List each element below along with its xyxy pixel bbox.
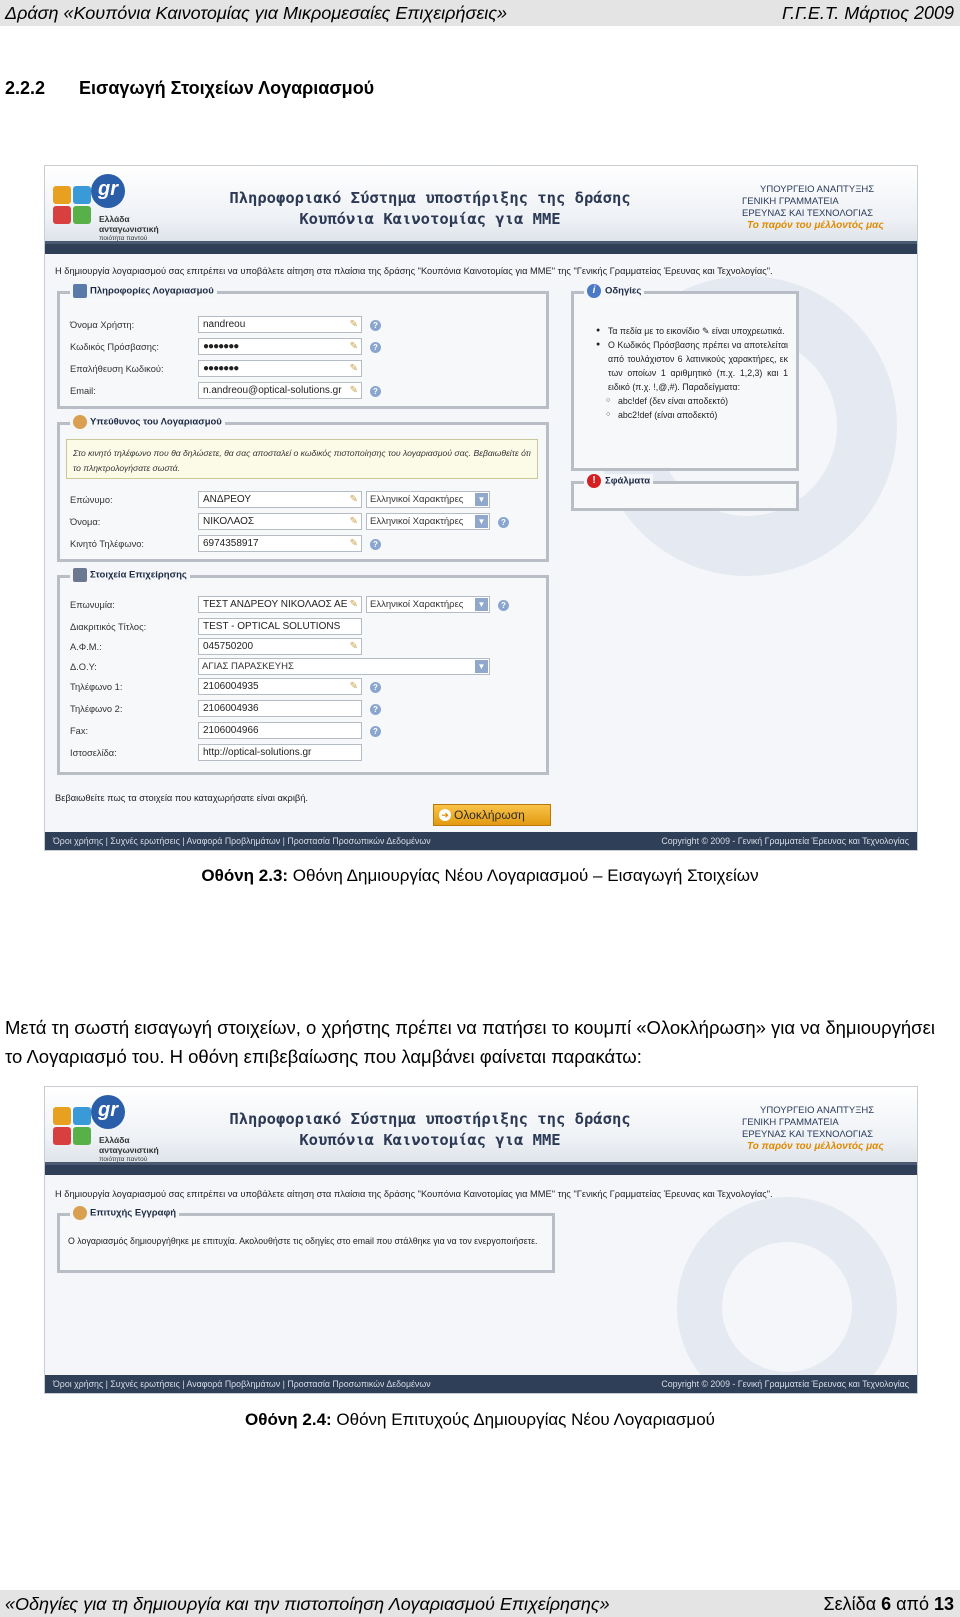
required-pencil-icon: ✎ (349, 641, 358, 652)
required-pencil-icon: ✎ (349, 681, 358, 692)
ministry-slogan: Το παρόν του μέλλοντός μας (747, 220, 884, 231)
success-legend: Επιτυχής Εγγραφή (70, 1206, 179, 1220)
phone2-input[interactable]: 2106004936 (198, 700, 362, 717)
complete-button[interactable]: ➜ Ολοκλήρωση (433, 804, 551, 826)
caption-label: Οθόνη 2.3: (201, 866, 289, 885)
chevron-down-icon: ▼ (475, 660, 488, 673)
caption-screen-2-3 (0, 866, 960, 886)
chevron-down-icon: ▼ (475, 493, 488, 506)
instruction-example: ○ abc!def (δεν είναι αποδεκτό) (596, 394, 788, 408)
screenshot-success (44, 1086, 918, 1394)
website-input[interactable]: http://optical-solutions.gr (198, 744, 362, 761)
intro-text: Η δημιουργία λογαριασμού σας επιτρέπει να υποβάλετε αίτηση στα πλαίσια της δράσης "Κουπόνια Καινοτομίας για ΜΜΕ" της "Γενικής Γραμματείας Έρευνας και Τεχνολογίας". (55, 266, 773, 276)
ministry-logo (742, 1105, 907, 1153)
footer-copyright: Copyright © 2009 - Γενική Γραμματεία Έρευνας και Τεχνολογίας (661, 836, 909, 846)
required-pencil-icon: ✎ (349, 385, 358, 396)
section-number: 2.2.2 (5, 78, 46, 98)
errors-legend: ! Σφάλματα (584, 474, 653, 488)
system-title-line2: Κουπόνια Καινοτομίας για ΜΜΕ (299, 210, 561, 228)
user-account-icon (73, 284, 87, 298)
verify-text: Βεβαιωθείτε πως τα στοιχεία που καταχωρήσατε είναι ακριβή. (55, 793, 309, 803)
name-charset-select[interactable]: Ελληνικοί Χαρακτήρες ▼ (366, 513, 490, 530)
trade-name-input[interactable]: TEST - OPTICAL SOLUTIONS (198, 618, 362, 635)
page-number: Σελίδα 6 από 13 (823, 1594, 954, 1614)
afm-input[interactable]: 045750200 ✎ (198, 638, 362, 655)
company-legend: Στοιχεία Επιχείρησης (70, 568, 190, 582)
mobile-input[interactable]: 6974358917 ✎ (198, 535, 362, 552)
chevron-down-icon: ▼ (475, 598, 488, 611)
site-footer (45, 832, 917, 850)
ministry-line2: ΓΕΝΙΚΗ ΓΡΑΜΜΑΤΕΙΑ (742, 1117, 839, 1128)
instructions-panel (571, 285, 799, 471)
background-watermark (437, 1177, 917, 1377)
fax-input[interactable]: 2106004966 (198, 722, 362, 739)
required-pencil-icon: ✎ (349, 319, 358, 330)
instruction-item: ● Τα πεδία με το εικονίδιο ✎ είναι υποχρεωτικά. (596, 324, 788, 338)
caption-text: Οθόνη Επιτυχούς Δημιουργίας Νέου Λογαριασμού (331, 1410, 715, 1429)
responsible-legend: Υπεύθυνος του Λογαριασμού (70, 415, 225, 429)
confirm-password-input[interactable]: ●●●●●●● ✎ (198, 360, 362, 377)
instruction-item: ● Ο Κωδικός Πρόσβασης πρέπει να αποτελείται από τουλάχιστον 6 λατινικούς χαρακτήρες, εκ των οποίων 1 αριθμητικό (π.χ. 1,2,3) και 1 ειδικό (π.χ. !,@,#). Παραδείγματα: (596, 338, 788, 394)
footer-links[interactable]: Όροι χρήσης | Συχνές ερωτήσεις | Αναφορά Προβλημάτων | Προστασία Προσωπικών Δεδομένων (53, 836, 431, 846)
document-header (0, 0, 960, 26)
body-paragraph: Μετά τη σωστή εισαγωγή στοιχείων, ο χρήστης πρέπει να πατήσει το κουμπί «Ολοκλήρωση» για να δημιουργήσει το Λογαριασμό του. Η οθόνη επιβεβαίωσης που λαμβάνει φαίνεται παρακάτω: (5, 1017, 935, 1067)
header-left-text: Δράση «Κουπόνια Καινοτομίας για Μικρομεσαίες Επιχειρήσεις» (5, 3, 507, 23)
required-pencil-icon: ✎ (349, 494, 358, 505)
help-icon[interactable]: ? (370, 342, 381, 353)
document-footer (0, 1590, 960, 1617)
help-icon[interactable]: ? (370, 386, 381, 397)
account-info-panel: Πληροφορίες Λογαριασμού Όνομα Χρήστη: nandreou ✎ ? Κωδικός Πρόσβασης: ●●●●●●● ✎ ? Επαλήθευση Κωδικού: ●●●●●●● ✎ Email: n.andreou@optical-solutions.gr ✎ ? (57, 291, 549, 409)
logo-sub-2: ανταγωνιστική (99, 1145, 159, 1155)
help-icon[interactable]: ? (370, 320, 381, 331)
instructions-legend: i Οδηγίες (584, 284, 644, 298)
footer-copyright: Copyright © 2009 - Γενική Γραμματεία Έρευνας και Τεχνολογίας (661, 1379, 909, 1389)
surname-input[interactable]: ΑΝΔΡΕΟΥ ✎ (198, 491, 362, 508)
help-icon[interactable]: ? (370, 539, 381, 550)
site-logo (51, 1095, 161, 1163)
intro-text: Η δημιουργία λογαριασμού σας επιτρέπει να υποβάλετε αίτηση στα πλαίσια της δράσης "Κουπόνια Καινοτομίας για ΜΜΕ" της "Γενικής Γραμματείας Έρευνας και Τεχνολογίας". (55, 1189, 773, 1199)
site-footer (45, 1375, 917, 1393)
system-title-line2: Κουπόνια Καινοτομίας για ΜΜΕ (299, 1131, 561, 1149)
system-title-line1: Πληροφοριακό Σύστημα υποστήριξης της δράσης (229, 189, 631, 207)
caption-screen-2-4 (0, 1410, 960, 1430)
section-title-text: Εισαγωγή Στοιχείων Λογαριασμού (79, 78, 375, 98)
system-title (190, 188, 670, 230)
username-input[interactable]: nandreou ✎ (198, 316, 362, 333)
footer-left-text: «Οδηγίες για τη δημιουργία και την πιστοποίηση Λογαριασμού Επιχείρησης» (5, 1594, 610, 1614)
user-icon (73, 1206, 87, 1220)
errors-panel (571, 475, 799, 511)
logo-sub-3: ποιότητα παντού (99, 1156, 148, 1163)
required-pencil-icon: ✎ (349, 599, 358, 610)
doy-select[interactable]: ΑΓΙΑΣ ΠΑΡΑΣΚΕΥΗΣ ▼ (198, 658, 490, 675)
responsible-panel: Υπεύθυνος του Λογαριασμού Στο κινητό τηλέφωνο που θα δηλώσετε, θα σας αποσταλεί ο κωδικός πιστοποίησης του λογαριασμού σας. Βεβαιωθείτε ότι το πληκτρολογήσατε σωστά. Επώνυμο: ΑΝΔΡΕΟΥ ✎ Ελληνικοί Χαρακτήρες ▼ Όνομα: ΝΙΚΟΛΑΟΣ ✎ Ελληνικοί Χαρακτήρες ▼ ? Κινητό Τηλέφωνο: 6974358917 ✎ ? (57, 422, 549, 562)
help-icon[interactable]: ? (370, 682, 381, 693)
ministry-logo (742, 184, 907, 232)
mobile-note: Στο κινητό τηλέφωνο που θα δηλώσετε, θα σας αποσταλεί ο κωδικός πιστοποίησης του λογαριασμού σας. Βεβαιωθείτε ότι το πληκτρολογήσατε σωστά. (66, 439, 538, 479)
info-icon: i (587, 284, 601, 298)
logo-sub-2: ανταγωνιστική (99, 224, 159, 234)
ministry-line1: ΥΠΟΥΡΓΕΙΟ ΑΝΑΠΤΥΞΗΣ (760, 184, 875, 195)
ministry-line3: ΕΡΕΥΝΑΣ ΚΑΙ ΤΕΧΝΟΛΟΓΙΑΣ (742, 1129, 874, 1140)
logo-gr-mark: gr (91, 1095, 125, 1129)
footer-links[interactable]: Όροι χρήσης | Συχνές ερωτήσεις | Αναφορά Προβλημάτων | Προστασία Προσωπικών Δεδομένων (53, 1379, 431, 1389)
site-logo (51, 174, 161, 242)
account-info-legend: Πληροφορίες Λογαριασμού (70, 284, 217, 298)
password-input[interactable]: ●●●●●●● ✎ (198, 338, 362, 355)
ministry-line2: ΓΕΝΙΚΗ ΓΡΑΜΜΑΤΕΙΑ (742, 196, 839, 207)
email-input[interactable]: n.andreou@optical-solutions.gr ✎ (198, 382, 362, 399)
instructions-list (596, 324, 788, 422)
logo-sub-1: Ελλάδα (99, 214, 130, 224)
logo-sub-3: ποιότητα παντού (99, 235, 148, 242)
logo-sub-1: Ελλάδα (99, 1135, 130, 1145)
ministry-line1: ΥΠΟΥΡΓΕΙΟ ΑΝΑΠΤΥΞΗΣ (760, 1105, 875, 1116)
help-icon[interactable]: ? (370, 726, 381, 737)
section-heading (5, 78, 374, 99)
surname-charset-select[interactable]: Ελληνικοί Χαρακτήρες ▼ (366, 491, 490, 508)
arrow-right-icon: ➜ (439, 809, 451, 821)
company-icon (73, 568, 87, 582)
help-icon[interactable]: ? (370, 704, 381, 715)
site-banner-strip (45, 244, 917, 254)
help-icon[interactable]: ? (498, 600, 509, 611)
header-right-text: Γ.Γ.Ε.Τ. Μάρτιος 2009 (781, 3, 954, 23)
instruction-example: ○ abc2!def (είναι αποδεκτό) (596, 408, 788, 422)
ministry-line3: ΕΡΕΥΝΑΣ ΚΑΙ ΤΕΧΝΟΛΟΓΙΑΣ (742, 208, 874, 219)
success-message: Ο λογαριασμός δημιουργήθηκε με επιτυχία. Ακολουθήστε τις οδηγίες στο email που στάλθηκε για να τον ενεργοποιήσετε. (68, 1236, 538, 1246)
chevron-down-icon: ▼ (475, 515, 488, 528)
company-charset-select[interactable]: Ελληνικοί Χαρακτήρες ▼ (366, 596, 490, 613)
ministry-slogan: Το παρόν του μέλλοντός μας (747, 1141, 884, 1152)
required-pencil-icon: ✎ (349, 363, 358, 374)
name-input[interactable]: ΝΙΚΟΛΑΟΣ ✎ (198, 513, 362, 530)
caption-label: Οθόνη 2.4: (245, 1410, 332, 1429)
user-icon (73, 415, 87, 429)
company-panel: Στοιχεία Επιχείρησης Επωνυμία: ΤΕΣΤ ΑΝΔΡΕΟΥ ΝΙΚΟΛΑΟΣ ΑΕ ✎ Ελληνικοί Χαρακτήρες ▼ ? Διακριτικός Τίτλος: TEST - OPTICAL SOLUTIONS Α.Φ.Μ.: 045750200 ✎ Δ.Ο.Υ: ΑΓΙΑΣ ΠΑΡΑΣΚΕΥΗΣ ▼ Τηλέφωνο 1: 2106004935 ✎ ? Τηλέφωνο 2: 2106004936 ? Fax: 2106004966 ? Ιστοσελίδα: http://optical-solutions.gr (57, 575, 549, 775)
company-name-input[interactable]: ΤΕΣΤ ΑΝΔΡΕΟΥ ΝΙΚΟΛΑΟΣ ΑΕ ✎ (198, 596, 362, 613)
error-icon: ! (587, 474, 601, 488)
caption-text: Οθόνη Δημιουργίας Νέου Λογαριασμού – Εισαγωγή Στοιχείων (288, 866, 759, 885)
success-panel (57, 1207, 555, 1273)
screenshot-create-account (44, 165, 918, 851)
logo-gr-mark: gr (91, 174, 125, 208)
system-title-line1: Πληροφοριακό Σύστημα υποστήριξης της δράσης (229, 1110, 631, 1128)
site-banner-strip (45, 1165, 917, 1175)
required-pencil-icon: ✎ (349, 538, 358, 549)
required-pencil-icon: ✎ (349, 341, 358, 352)
required-pencil-icon: ✎ (349, 516, 358, 527)
help-icon[interactable]: ? (498, 517, 509, 528)
system-title (190, 1109, 670, 1151)
phone1-input[interactable]: 2106004935 ✎ (198, 678, 362, 695)
